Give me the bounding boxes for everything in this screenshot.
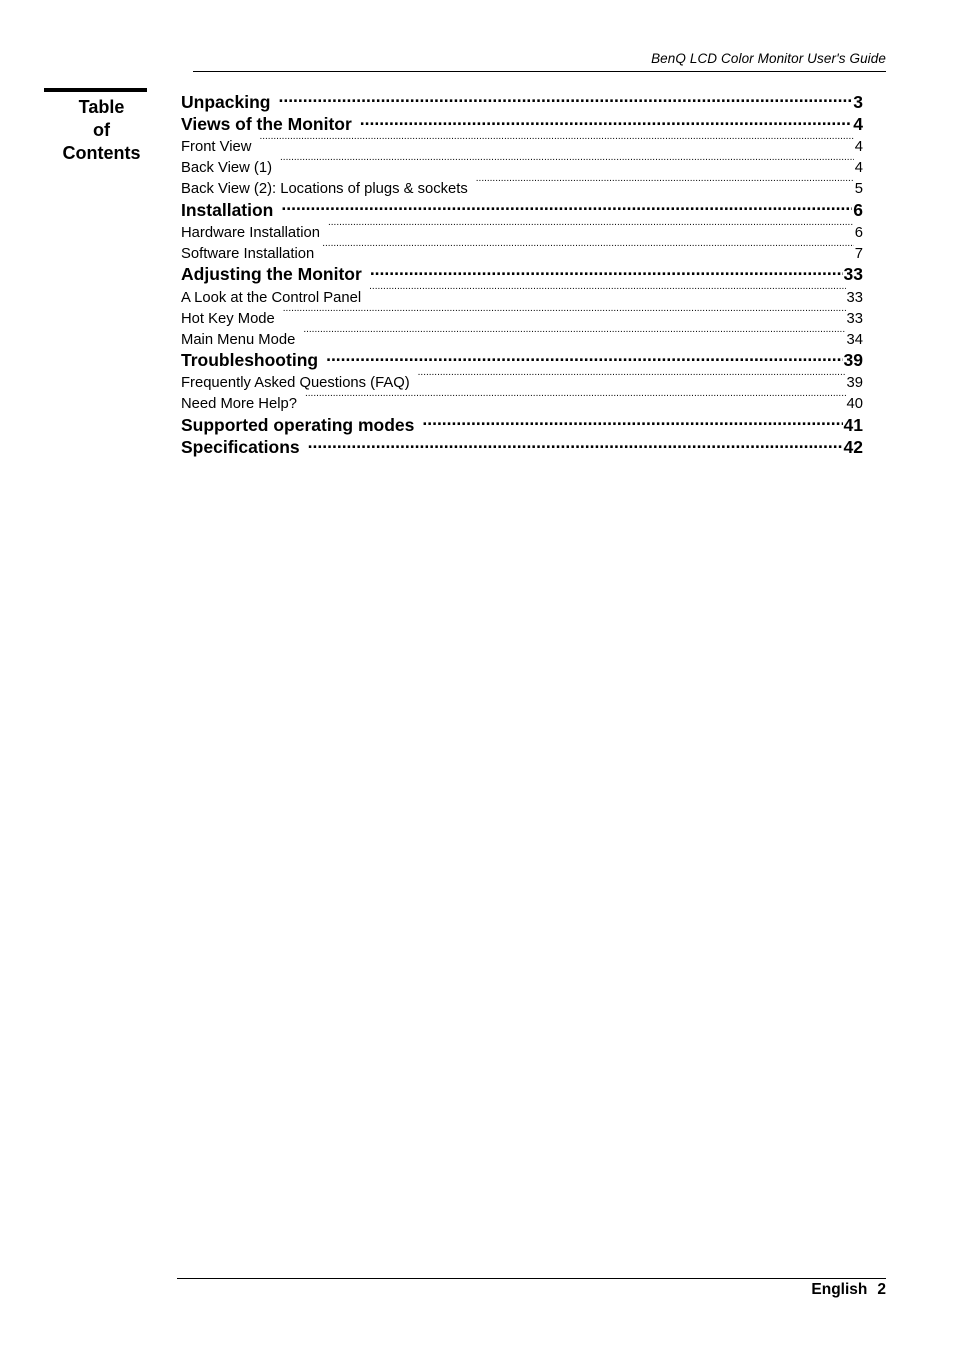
sidebar-rule bbox=[44, 88, 147, 92]
toc-leader bbox=[422, 408, 842, 431]
footer-language: English bbox=[811, 1281, 868, 1298]
toc-leader bbox=[476, 172, 854, 193]
toc-leader bbox=[278, 85, 852, 108]
toc-leader bbox=[281, 193, 852, 216]
toc-entry-page: 5 bbox=[854, 181, 863, 198]
toc-entry-page: 39 bbox=[843, 350, 863, 371]
toc-leader bbox=[326, 344, 842, 367]
toc-entry-page: 42 bbox=[843, 437, 863, 458]
toc-entry-label: Views of the Monitor bbox=[181, 114, 352, 134]
toc-entry-label: Main Menu Mode bbox=[181, 331, 296, 348]
toc-leader bbox=[418, 366, 846, 387]
toc-entry-hot-key-mode[interactable] bbox=[181, 302, 863, 327]
toc-entry-front-view[interactable] bbox=[181, 130, 863, 156]
toc-entry-page: 33 bbox=[843, 264, 863, 285]
toc-leader bbox=[305, 387, 846, 408]
toc-entry-page: 39 bbox=[846, 375, 863, 392]
toc-entry-label: Unpacking bbox=[181, 91, 271, 112]
page-footer bbox=[811, 1281, 886, 1299]
toc-entry-page: 3 bbox=[853, 91, 863, 112]
toc-entry-label: Front View bbox=[181, 139, 252, 156]
toc-leader bbox=[283, 302, 846, 323]
toc-entry-page: 40 bbox=[846, 396, 863, 413]
page-number: 2 bbox=[877, 1281, 886, 1298]
toc-entry-page: 33 bbox=[846, 310, 863, 327]
toc-leader bbox=[328, 216, 854, 237]
toc-leader bbox=[308, 431, 843, 454]
sidebar-title-line: of bbox=[93, 120, 110, 140]
toc-leader bbox=[259, 130, 853, 151]
toc-entry-page: 34 bbox=[846, 331, 863, 348]
toc-entry-installation[interactable] bbox=[181, 193, 863, 220]
toc-entry-page: 4 bbox=[853, 114, 863, 134]
toc-entry-label: Installation bbox=[181, 199, 274, 220]
header-rule bbox=[193, 71, 886, 72]
toc-entry-label: Hardware Installation bbox=[181, 224, 320, 241]
toc-leader bbox=[370, 258, 843, 281]
toc-entry-label: Back View (2): Locations of plugs & sockets bbox=[181, 181, 468, 198]
toc-entry-page: 33 bbox=[846, 289, 863, 306]
toc-entry-label: Supported operating modes bbox=[181, 414, 415, 435]
toc-leader bbox=[280, 151, 854, 172]
toc-entry-label: Specifications bbox=[181, 437, 300, 458]
toc-entry-label: Frequently Asked Questions (FAQ) bbox=[181, 375, 410, 392]
toc-leader bbox=[369, 280, 845, 301]
toc-entry-label: Need More Help? bbox=[181, 396, 297, 413]
toc-entry-label: Back View (1) bbox=[181, 160, 273, 177]
toc-entry-hardware-installation[interactable] bbox=[181, 216, 863, 241]
toc-entry-page: 6 bbox=[854, 224, 863, 241]
toc-entry-label: Adjusting the Monitor bbox=[181, 264, 362, 285]
toc-entry-back-view-2[interactable] bbox=[181, 172, 863, 198]
sidebar-title-line: Contents bbox=[62, 143, 141, 163]
toc-entry-page: 41 bbox=[843, 414, 863, 435]
toc-entry-label: Software Installation bbox=[181, 245, 315, 262]
toc-entry-views-of-the-monitor[interactable] bbox=[181, 108, 863, 134]
toc-leader bbox=[303, 323, 845, 344]
sidebar-title bbox=[44, 96, 159, 165]
running-header: BenQ LCD Color Monitor User's Guide bbox=[651, 51, 886, 66]
toc-entry-label: A Look at the Control Panel bbox=[181, 289, 362, 306]
toc-entry-back-view-1[interactable] bbox=[181, 151, 863, 177]
toc-leader bbox=[360, 108, 852, 131]
toc-entry-label: Troubleshooting bbox=[181, 350, 319, 371]
toc-entry-unpacking[interactable] bbox=[181, 85, 863, 112]
footer-rule bbox=[177, 1278, 886, 1279]
toc-entry-main-menu-mode[interactable] bbox=[181, 323, 863, 348]
toc-entry-page: 7 bbox=[854, 245, 863, 262]
sidebar-title-line: Table bbox=[78, 97, 125, 117]
table-of-contents bbox=[181, 85, 863, 458]
toc-leader bbox=[322, 237, 854, 258]
toc-entry-page: 4 bbox=[854, 160, 863, 177]
toc-entry-page: 6 bbox=[853, 199, 863, 220]
toc-entry-page: 4 bbox=[854, 139, 863, 156]
toc-entry-label: Hot Key Mode bbox=[181, 310, 275, 327]
